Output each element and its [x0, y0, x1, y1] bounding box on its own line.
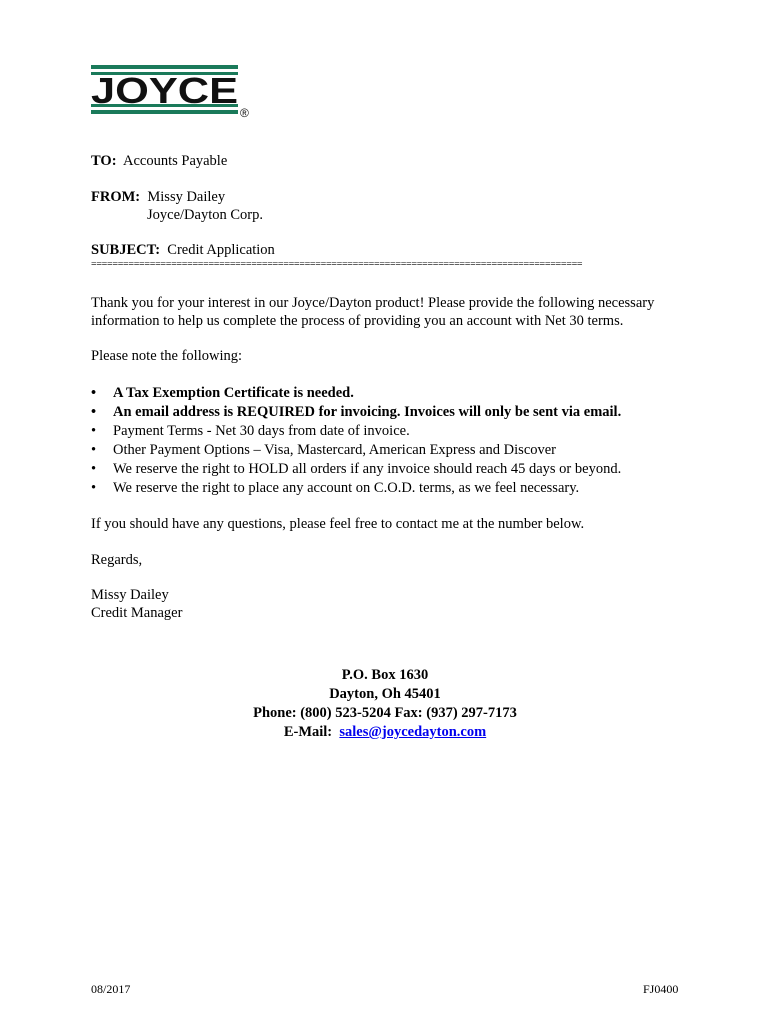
- form-date: 08/2017: [91, 982, 131, 996]
- email-link[interactable]: sales@joycedayton.com: [339, 724, 487, 740]
- bullet-icon: •: [91, 404, 97, 420]
- list-item-text: Other Payment Options – Visa, Mastercard, American Express and Discover: [113, 442, 557, 458]
- from-line: [91, 188, 225, 206]
- email-label: E-Mail:: [283, 724, 333, 740]
- bullet-icon: •: [91, 385, 97, 401]
- list-item-text: A Tax Exemption Certificate is needed.: [113, 385, 354, 401]
- bullet-icon: •: [91, 461, 97, 477]
- list-item: [91, 422, 621, 441]
- questions-text: If you should have any questions, please feel free to contact me at the number below.: [91, 516, 585, 532]
- list-item-text: We reserve the right to place any account on C.O.D. terms, as we feel necessary.: [113, 480, 580, 496]
- list-item-text: Payment Terms - Net 30 days from date of invoice.: [113, 423, 410, 439]
- joyce-logo-graphic: [91, 62, 253, 120]
- list-item: [91, 441, 621, 460]
- po-box: P.O. Box 1630: [341, 667, 429, 683]
- signer-title: Credit Manager: [91, 605, 183, 621]
- intro-line-1: Thank you for your interest in our Joyce/Dayton product! Please provide the following necessary: [91, 295, 655, 311]
- city-line: Dayton, Oh 45401: [329, 686, 441, 702]
- subject-line: [91, 241, 275, 259]
- intro-line-2: information to help us complete the process of providing you an account with Net 30 terms.: [91, 313, 624, 329]
- list-item: [91, 460, 621, 479]
- form-code: FJ0400: [643, 982, 679, 996]
- email-line: [0, 723, 770, 742]
- regards-text: Regards,: [91, 552, 143, 568]
- list-item: [91, 479, 621, 498]
- bullet-icon: •: [91, 480, 97, 496]
- logo-wordmark: JOYCE: [91, 70, 238, 111]
- from-value: Missy Dailey: [147, 189, 226, 205]
- from-company: Joyce/Dayton Corp.: [147, 207, 263, 223]
- requirements-list: [91, 384, 621, 498]
- list-item: [91, 403, 621, 422]
- list-item-text: We reserve the right to HOLD all orders if any invoice should reach 45 days or beyond.: [113, 461, 622, 477]
- subject-value: Credit Application: [167, 242, 275, 258]
- to-line: [91, 152, 227, 170]
- to-label: TO:: [91, 153, 117, 169]
- note-heading: Please note the following:: [91, 348, 243, 364]
- phone-fax-line: Phone: (800) 523-5204 Fax: (937) 297-7173: [253, 705, 517, 721]
- list-item: [91, 384, 621, 403]
- signer-name: Missy Dailey: [91, 587, 169, 603]
- from-label: FROM:: [91, 189, 141, 205]
- to-value: Accounts Payable: [122, 153, 228, 169]
- joyce-logo: [91, 62, 253, 120]
- bullet-icon: •: [91, 423, 97, 439]
- subject-label: SUBJECT:: [91, 242, 161, 258]
- contact-block: [0, 666, 770, 742]
- list-item-text: An email address is REQUIRED for invoicing. Invoices will only be sent via email.: [113, 404, 622, 420]
- bullet-icon: •: [91, 442, 97, 458]
- divider-rule: ============================================================================================: [91, 260, 583, 270]
- registered-mark: ®: [240, 106, 249, 120]
